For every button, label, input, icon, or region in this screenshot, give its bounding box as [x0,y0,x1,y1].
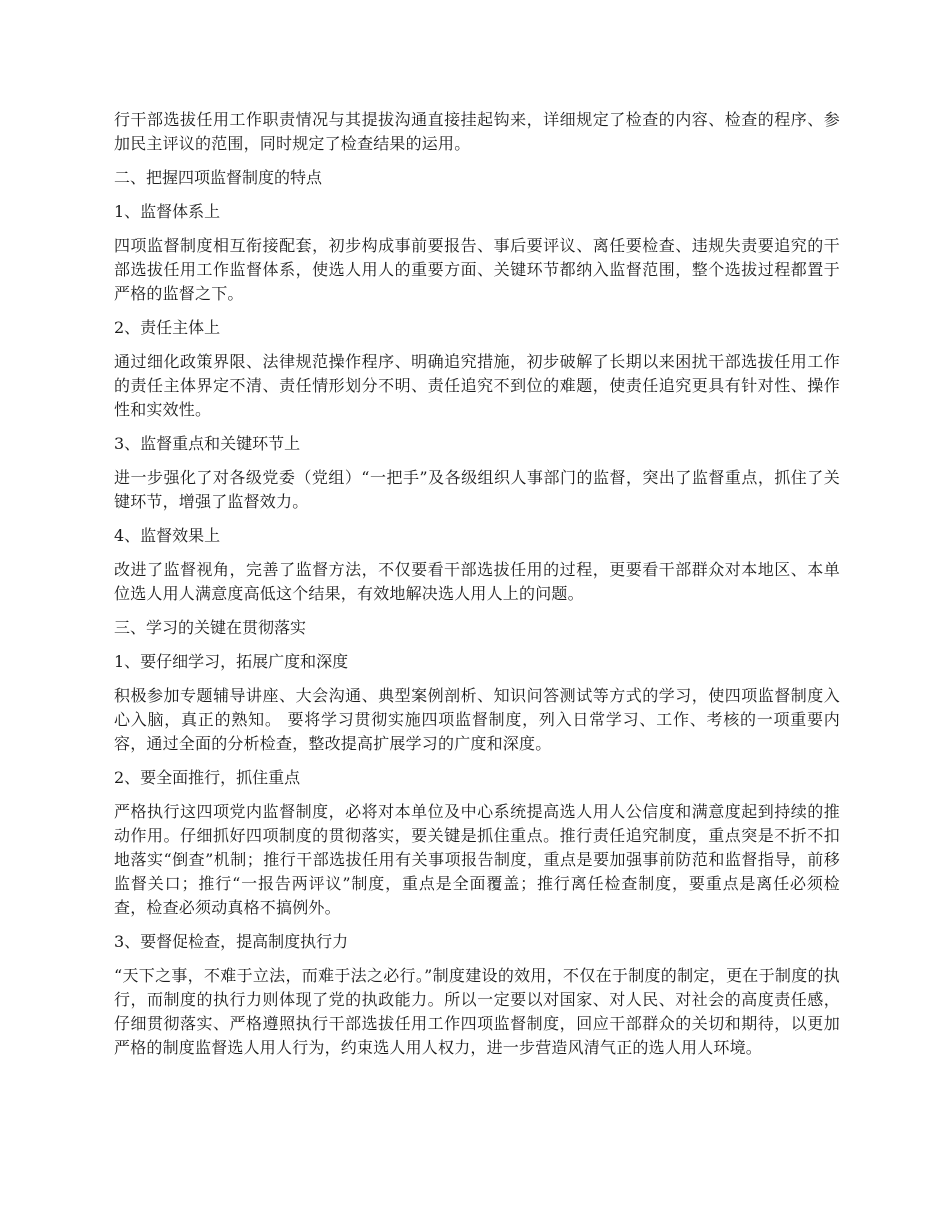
paragraph: 严格执行这四项党内监督制度，必将对本单位及中心系统提高选人用人公信度和满意度起到持续的推动作用。仔细抓好四项制度的贯彻落实，要关键是抓住重点。推行责任追究制度，重点突是不折不扣地落实“倒查”机制；推行干部选拔任用有关事项报告制度，重点是要加强事前防范和监督指导，前移监督关口；推行“一报告两评议”制度，重点是全面覆盖；推行离任检查制度，要重点是离任必须检查，检查必须动真格不搞例外。 [114,802,840,917]
subsection-heading: 2、责任主体上 [114,318,221,337]
document-body [114,108,840,1070]
section-heading: 二、把握四项监督制度的特点 [114,168,323,187]
paragraph: 进一步强化了对各级党委（党组）“一把手”及各级组织人事部门的监督，突出了监督重点，抓住了关键环节，增强了监督效力。 [114,468,840,511]
subsection-heading: 2、要全面推行，抓住重点 [114,768,301,787]
subsection-heading: 3、监督重点和关键环节上 [114,434,301,453]
paragraph: 通过细化政策界限、法律规范操作程序、明确追究措施，初步破解了长期以来困扰干部选拔任用工作的责任主体界定不清、责任情形划分不明、责任追究不到位的难题，使责任追究更具有针对性、操作性和实效性。 [114,352,840,419]
paragraph: “天下之事，不难于立法，而难于法之必行。”制度建设的效用，不仅在于制度的制定，更在于制度的执行，而制度的执行力则体现了党的执政能力。所以一定要以对国家、对人民、对社会的高度责任感，仔细贯彻落实、严格遵照执行干部选拔任用工作四项监督制度，回应干部群众的关切和期待，以更加严格的制度监督选人用人行为，约束选人用人权力，进一步营造风清气正的选人用人环境。 [114,966,840,1057]
paragraph: 行干部选拔任用工作职责情况与其提拔沟通直接挂起钩来，详细规定了检查的内容、检查的程序、参加民主评议的范围，同时规定了检查结果的运用。 [114,110,840,153]
subsection-heading: 4、监督效果上 [114,526,221,545]
subsection-heading: 3、要督促检查，提高制度执行力 [114,932,349,951]
paragraph: 改进了监督视角，完善了监督方法，不仅要看干部选拔任用的过程，更要看干部群众对本地区、本单位选人用人满意度高低这个结果，有效地解决选人用人上的问题。 [114,560,840,603]
subsection-heading: 1、监督体系上 [114,202,221,221]
paragraph: 积极参加专题辅导讲座、大会沟通、典型案例剖析、知识问答测试等方式的学习，使四项监督制度入心入脑，真正的熟知。 要将学习贯彻实施四项监督制度，列入日常学习、工作、考核的一项重要内容，通过全面的分析检查，整改提高扩展学习的广度和深度。 [114,686,840,753]
paragraph: 四项监督制度相互衔接配套，初步构成事前要报告、事后要评议、离任要检查、违规失责要追究的干部选拔任用工作监督体系，使选人用人的重要方面、关键环节都纳入监督范围，整个选拔过程都置于严格的监督之下。 [114,236,840,303]
subsection-heading: 1、要仔细学习，拓展广度和深度 [114,652,349,671]
section-heading: 三、学习的关键在贯彻落实 [114,618,307,637]
